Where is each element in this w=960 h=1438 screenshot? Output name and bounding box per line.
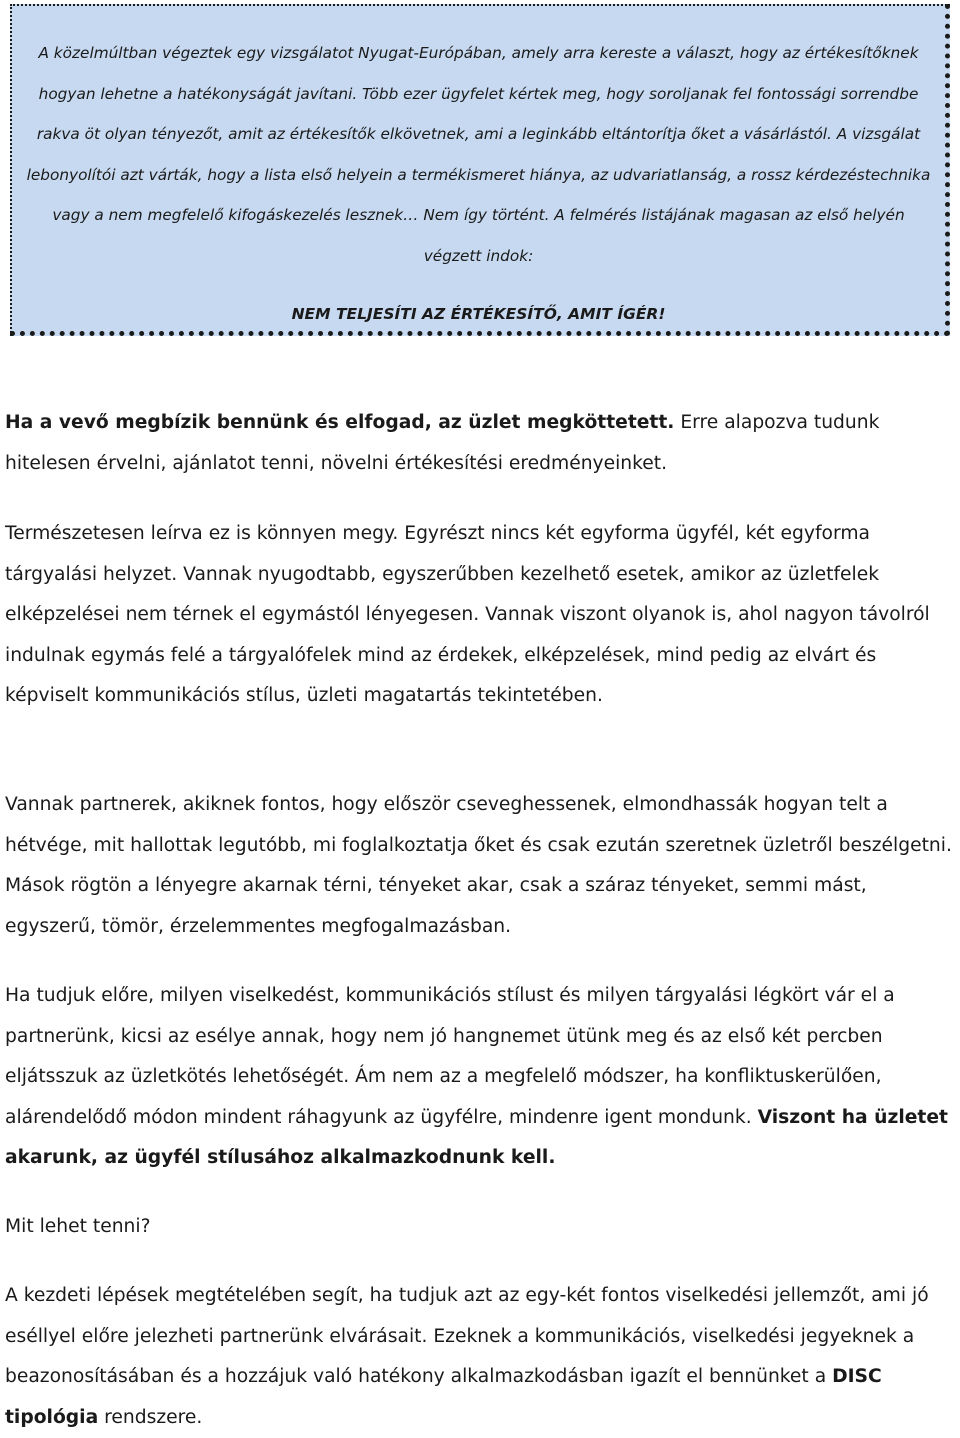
paragraph-trust-bold: Ha a vevő megbízik bennünk és elfogad, az üzlet megköttetett. [5, 412, 675, 433]
paragraph-question: Mit lehet tenni? [5, 1216, 151, 1237]
disc-tipologia-term: DISC tipológia [5, 1366, 882, 1428]
paragraph-situations: Természetesen leírva ez is könnyen megy. Egyrészt nincs két egyforma ügyfél, két egyforma tárgyalási helyzet. Vannak nyugodtabb, egyszerűbben kezelhető esetek, amikor az üzletfelek elképzelései nem térnek el egymástól lényegesen. Vannak viszont olyanok is, ahol nagyon távolról indulnak egymás felé a tárgyalófelek mind az érdekek, elképzelések, mind pedig az elvárt és képviselt kommunikációs stílus, üzleti magatartás tekintetében. [5, 523, 930, 706]
paragraph-adaptation [5, 976, 960, 1179]
paragraph-adaptation-bold: Viszont ha üzletet akarunk, az ügyfél stílusához alkalmazkodnunk kell. [5, 1106, 948, 1168]
callout-intro: A közelmúltban végeztek egy vizsgálatot Nyugat-Európában, amely arra kereste a választ, hogy az értékesítőknek hogyan lehetne a hatékonyságát javítani. Több ezer ügyfelet kértek meg, hogy soroljanak fel fontossági sorrendbe rakva öt olyan tényezőt, amit az értékesítők elkövetnek, ami a leginkább eltántorítja őket a vásárlástól. A vizsgálat lebonyolítói azt várták, hogy a lista első helyein a termékismeret hiánya, az udvariatlanság, a rossz kérdezéstechnika vagy a nem megfelelő kifogáskezelés lesznek… Nem így történt. A felmérés listájának magasan az első helyén végzett indok: [26, 44, 931, 265]
paragraph-disc-end: rendszere. [98, 1406, 203, 1428]
paragraph-disc [5, 1276, 960, 1438]
paragraph-trust [5, 403, 960, 484]
paragraph-disc-text: A kezdeti lépések megtételében segít, ha tudjuk azt az egy-két fontos viselkedési jellemzőt, ami jó eséllyel előre jelezheti partnerünk elvárásait. Ezeknek a kommunikációs, viselkedési jegyeknek a beazonosításában és a hozzájuk való hatékony alkalmazkodásban igazít el bennünket a [5, 1285, 929, 1387]
callout-headline: NEM TELJESÍTI AZ ÉRTÉKESÍTŐ, AMIT ÍGÉR! [291, 305, 666, 323]
paragraph-partners: Vannak partnerek, akiknek fontos, hogy először cseveghessenek, elmondhassák hogyan telt a hétvége, mit hallottak legutóbb, mi foglalkoztatja őket és csak ezután szeretnek üzletről beszélgetni. Mások rögtön a lényegre akarnak térni, tényeket akar, csak a száraz tényeket, semmi mást, egyszerű, tömör, érzelemmentes megfogalmazásban. [5, 794, 952, 937]
callout-intro-text [12, 33, 945, 276]
paragraph-trust-rest: Erre alapozva tudunk hitelesen érvelni, ajánlatot tenni, növelni értékesítési eredményeinket. [5, 412, 880, 474]
paragraph-adaptation-text: Ha tudjuk előre, milyen viselkedést, kommunikációs stílust és milyen tárgyalási légkört vár el a partnerünk, kicsi az esélye annak, hogy nem jó hangnemet ütünk meg és az első két percben eljátsszuk az üzletkötés lehetőségét. Ám nem az a megfelelő módszer, ha konfliktuskerülően, alárendelődő módon mindent ráhagyunk az ügyfélre, mindenre igent mondunk. [5, 985, 895, 1128]
highlight-callout-box [10, 4, 950, 336]
